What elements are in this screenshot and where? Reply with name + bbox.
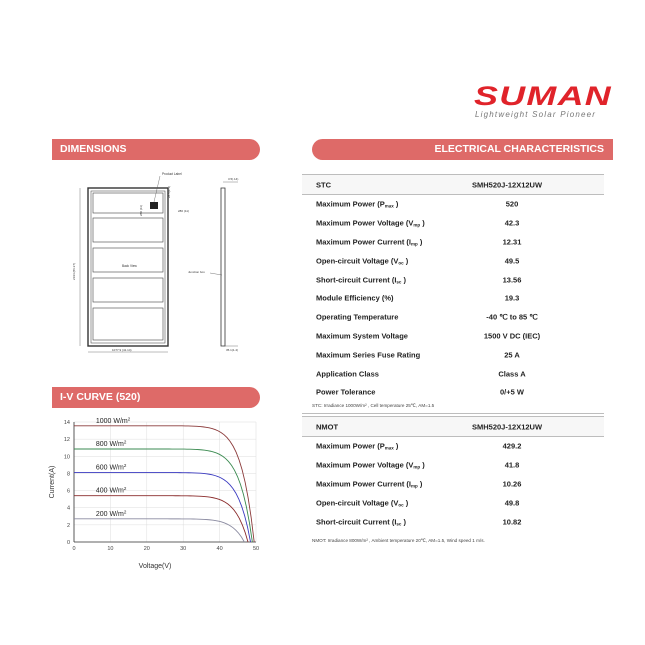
iv-series-label: 200 $W/m^2$ <box>95 509 127 518</box>
stc-row-label: Short-circuit Current ($I_{sc}$ ) <box>316 275 407 285</box>
stc-row-value: 25 A <box>504 350 520 360</box>
stc-row <box>302 251 604 270</box>
product-label-box <box>150 202 158 209</box>
iv-series-label: 600 $W/m^2$ <box>95 463 127 472</box>
stc-row-value: Class A <box>498 369 526 379</box>
brand-tagline: Lightweight Solar Pioneer <box>475 110 597 119</box>
svg-text:SUMAN: SUMAN <box>474 84 612 108</box>
y-tick-label: 2 <box>66 522 70 529</box>
nmot-row-value: 49.8 <box>504 498 520 508</box>
x-tick-label: 50 <box>252 546 260 552</box>
stc-row-label: Maximum System Voltage <box>316 331 408 341</box>
stc-row-label: Application Class <box>316 369 379 379</box>
nmot-row <box>302 493 604 512</box>
stc-row-value: -40 ℃ to 85 ℃ <box>486 312 538 322</box>
nmot-header-model: SMH520J-12X12UW <box>472 422 543 431</box>
brand-logo-mark <box>474 84 614 108</box>
stc-row-label: Maximum Series Fuse Rating <box>316 350 421 360</box>
height-dim-text: 2194 (86.37) <box>72 262 76 280</box>
stc-row-label: Maximum Power Voltage ($V_{mp}$ ) <box>316 218 425 228</box>
x-tick-label: 40 <box>216 546 223 552</box>
x-tick-label: 20 <box>143 546 150 552</box>
stc-row <box>302 383 604 402</box>
stc-row-value: 1500 V DC (IEC) <box>483 331 541 341</box>
iv-series-label: 400 $W/m^2$ <box>95 486 127 495</box>
stc-row-label: Power Tolerance <box>316 387 376 397</box>
stc-row <box>302 364 604 383</box>
x-axis-label: Voltage(V) <box>138 563 172 570</box>
stc-table <box>302 174 604 402</box>
iv-series-line <box>74 473 251 542</box>
stc-row-value: 49.5 <box>504 256 520 266</box>
small-dim-text: 28.5(1.1) <box>167 185 171 198</box>
x-tick-label: 30 <box>180 546 187 552</box>
junction-box-text: Junction box <box>188 270 205 274</box>
y-tick-label: 8 <box>66 471 70 478</box>
iv-series-label: 1000 $W/m^2$ <box>95 416 131 425</box>
depth-top-text: 3.5(.14) <box>228 177 239 181</box>
nmot-table <box>302 416 604 531</box>
label-width-dim: 280 (11) <box>178 209 189 213</box>
stc-row <box>302 289 604 308</box>
nmot-row-label: Short-circuit Current ($I_{sc}$ ) <box>316 517 407 527</box>
nmot-row-label: Open-circuit Voltage ($V_{oc}$ ) <box>316 498 409 508</box>
nmot-row-value: 429.2 <box>502 441 522 451</box>
width-dim-text: 1077.9 (41.14) <box>112 348 132 352</box>
stc-row <box>302 195 604 214</box>
y-tick-label: 10 <box>63 454 70 461</box>
stc-header-row <box>302 174 604 195</box>
nmot-row-label: Maximum Power Voltage ($V_{mp}$ ) <box>316 460 425 470</box>
stc-header-label: STC <box>316 180 331 189</box>
electrical-heading: ELECTRICAL CHARACTERISTICS <box>312 139 613 160</box>
stc-row-value: 42.3 <box>504 218 520 228</box>
back-view-text: Back View <box>122 264 137 268</box>
nmot-row-value: 41.8 <box>504 460 520 470</box>
nmot-note: NMOT: Irradiance 800W/m² , Ambient temperature 20℃, AM=1.5, Wind speed 1 m/s. <box>312 538 485 543</box>
dimensions-heading: DIMENSIONS <box>52 139 260 160</box>
nmot-row <box>302 456 604 475</box>
product-label-text: Product Label <box>162 172 182 176</box>
nmot-header-row <box>302 416 604 437</box>
iv-curve-heading: I-V CURVE (520) <box>52 387 260 408</box>
stc-row-label: Maximum Power Current ($I_{mp}$ ) <box>316 237 423 247</box>
nmot-row-value: 10.26 <box>502 479 522 489</box>
y-tick-label: 0 <box>66 540 70 546</box>
y-tick-label: 6 <box>66 488 70 495</box>
x-tick-label: 10 <box>107 546 114 552</box>
brand-logo <box>474 84 614 108</box>
nmot-row-value: 10.82 <box>502 517 522 527</box>
depth-bottom-text: 35.1(1.4) <box>226 348 239 352</box>
stc-note: STC: Irradiance 1000W/m² , Cell temperature 25℃, AM=1.5 <box>312 403 435 408</box>
stc-row-label: Open-circuit Voltage ($V_{oc}$ ) <box>316 256 409 266</box>
stc-row <box>302 345 604 364</box>
nmot-row <box>302 475 604 494</box>
stc-row <box>302 308 604 327</box>
stc-row-value: 0/+5 W <box>500 387 524 397</box>
nmot-row-label: Maximum Power ($P_{max}$ ) <box>316 441 399 451</box>
table-separator <box>302 413 604 414</box>
y-axis-label: Current(A) <box>49 465 56 499</box>
stc-row-value: 12.31 <box>502 237 522 247</box>
nmot-row <box>302 512 604 531</box>
stc-row <box>302 214 604 233</box>
stc-row-value: 19.3 <box>504 293 520 303</box>
label-height-dim: 280 (11) <box>139 205 143 216</box>
dimensions-drawing <box>60 168 250 360</box>
stc-row <box>302 270 604 289</box>
nmot-row-label: Maximum Power Current ($I_{mp}$ ) <box>316 479 423 489</box>
side-view <box>221 188 225 346</box>
stc-row-label: Operating Temperature <box>316 312 399 322</box>
iv-series-line <box>74 519 244 542</box>
y-tick-label: 12 <box>63 437 70 444</box>
x-tick-label: 0 <box>72 546 76 552</box>
iv-curve-chart <box>44 414 274 574</box>
stc-row-value: 13.56 <box>502 275 522 285</box>
nmot-header-label: NMOT <box>316 422 339 431</box>
stc-row-value: 520 <box>505 199 519 209</box>
y-tick-label: 14 <box>63 420 70 426</box>
stc-row-label: Module Efficiency (%) <box>316 293 394 303</box>
stc-header-model: SMH520J-12X12UW <box>472 180 543 189</box>
stc-row-label: Maximum Power ($P_{max}$ ) <box>316 199 399 209</box>
stc-row <box>302 233 604 252</box>
iv-series-label: 800 $W/m^2$ <box>95 439 127 448</box>
nmot-row <box>302 437 604 456</box>
y-tick-label: 4 <box>66 505 70 512</box>
stc-row <box>302 327 604 346</box>
